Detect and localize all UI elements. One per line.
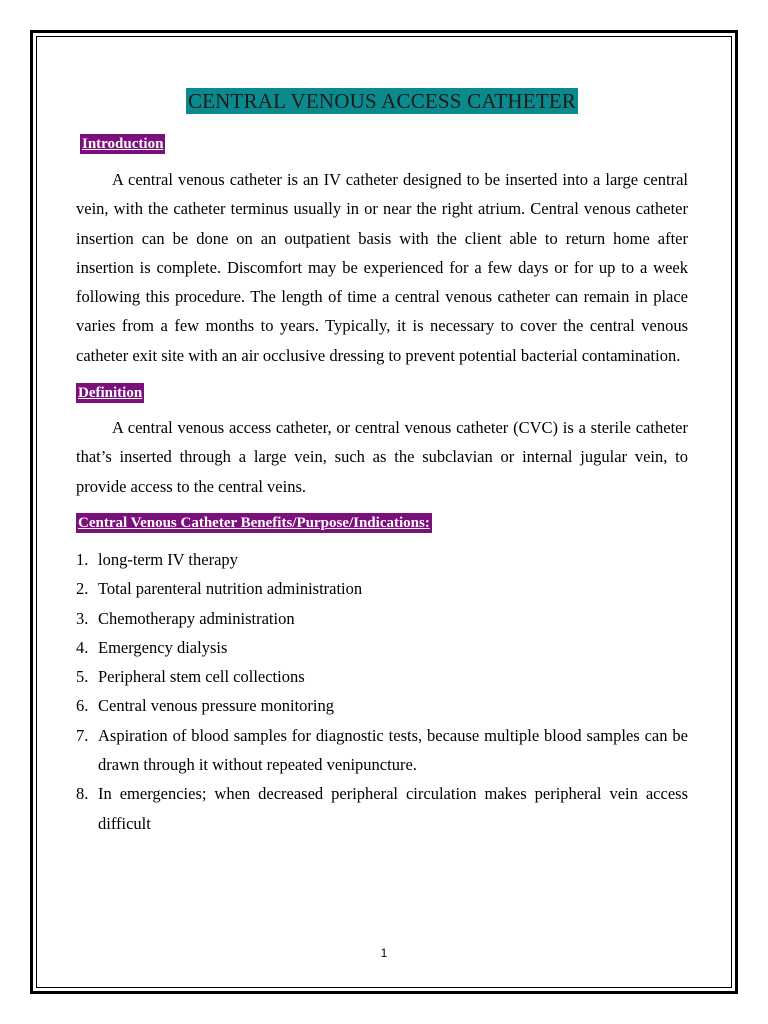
benefits-list [76, 545, 688, 838]
list-item: 3. Chemotherapy administration [76, 608, 295, 628]
list-item: 7. Aspiration of blood samples for diagnostic tests, because multiple blood samples can be drawn through it without repeated venipuncture. [76, 725, 688, 775]
list-item: 4. Emergency dialysis [76, 637, 228, 657]
list-item: 5. Peripheral stem cell collections [76, 667, 305, 687]
benefits-heading: Central Venous Catheter Benefits/Purpose/Indications: [78, 514, 430, 531]
page-number: 1 [380, 946, 388, 960]
list-item: 8. In emergencies; when decreased peripheral circulation makes peripheral vein access difficult [76, 784, 688, 833]
definition-heading: Definition [78, 385, 143, 402]
introduction-text: A central venous catheter is an IV catheter designed to be inserted into a large central vein, with the catheter terminus usually in or near the right atrium. Central venous catheter insertion can be done on an outpatient basis with the client able to return home after insertion is complete. Discomfort may be experienced for a few days or for up to a week following this procedure. The length of time a central venous catheter can remain in place varies from a few months to years. Typically, it is necessary to cover the central venous catheter exit site with an air occlusive dressing to prevent potential bacterial contamination. [76, 170, 688, 365]
definition-text: A central venous access catheter, or central venous catheter (CVC) is a sterile catheter that’s inserted through a large vein, such as the subclavian or internal jugular vein, to provide access to the central veins. [76, 418, 688, 496]
document-title: CENTRAL VENOUS ACCESS CATHETER [187, 89, 577, 113]
introduction-paragraph [76, 165, 688, 370]
document-body [76, 88, 688, 838]
list-item: 6. Central venous pressure monitoring [76, 696, 334, 716]
introduction-heading: Introduction [82, 136, 164, 152]
definition-paragraph [76, 413, 688, 501]
list-item: 1. long-term IV therapy [76, 549, 238, 569]
list-item: 2. Total parenteral nutrition administration [76, 579, 363, 599]
